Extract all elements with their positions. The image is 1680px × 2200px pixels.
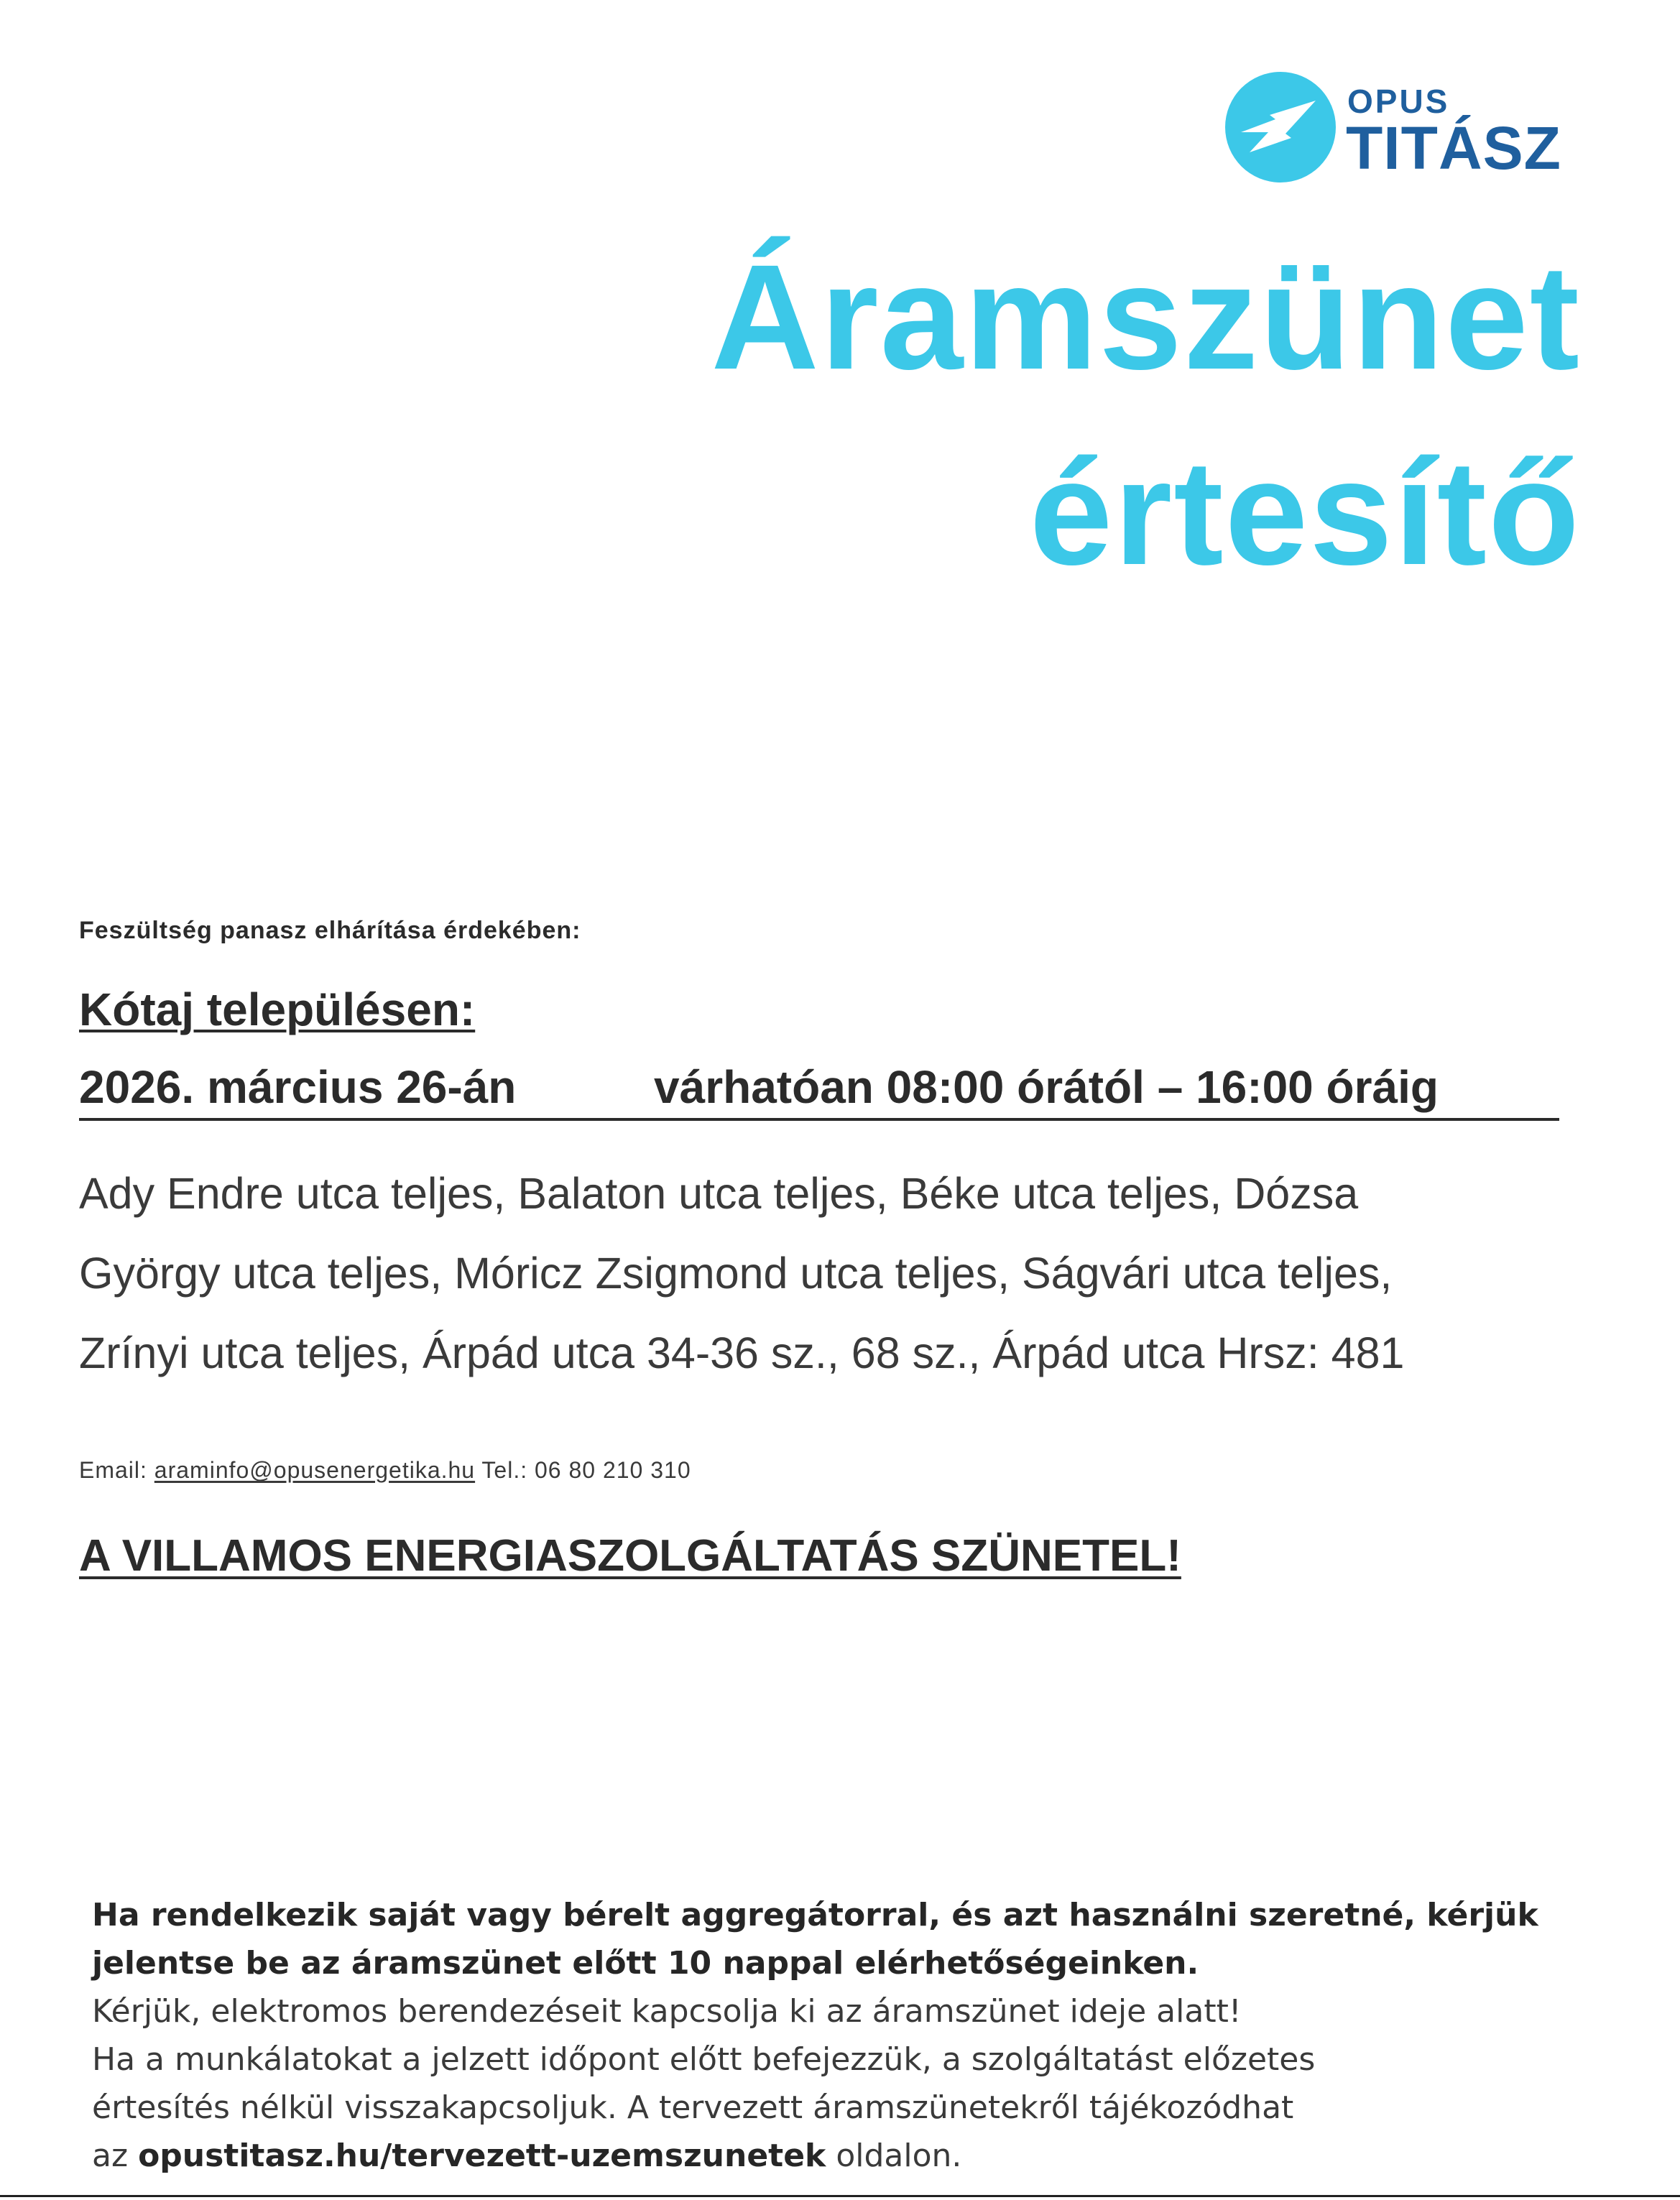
outage-date: 2026. március 26-án	[79, 1061, 517, 1113]
outage-time: várhatóan 08:00 órától – 16:00 óráig	[654, 1061, 1439, 1113]
email-label: Email:	[79, 1457, 147, 1483]
streets-line: Zrínyi utca teljes, Árpád utca 34-36 sz., 68 sz., Árpád utca Hrsz: 481	[79, 1328, 1405, 1377]
tel-label: Tel.:	[481, 1457, 528, 1483]
streets-line: György utca teljes, Móricz Zsigmond utca teljes, Ságvári utca teljes,	[79, 1249, 1393, 1298]
date-time-line	[79, 1060, 1559, 1114]
service-warning: A VILLAMOS ENERGIASZOLGÁLTATÁS SZÜNETEL!	[79, 1531, 1181, 1581]
logo-titasz-text: TITÁSZ	[1346, 114, 1561, 182]
reason-label: Feszültség panasz elhárítása érdekében:	[79, 917, 581, 944]
email-link[interactable]: araminfo@opusenergetika.hu	[154, 1457, 476, 1483]
contact-line	[79, 1457, 691, 1484]
footer-line: értesítés nélkül visszakapcsoljuk. A tervezett áramszünetekről tájékozódhat	[92, 2089, 1294, 2126]
page-title-line1: Áramszünet	[711, 234, 1581, 401]
opus-titasz-logo	[1225, 72, 1584, 187]
affected-streets	[79, 1154, 1610, 1393]
footer-notice	[92, 1891, 1601, 2180]
footer-line: Kérjük, elektromos berendezéseit kapcsolja ki az áramszünet ideje alatt!	[92, 1993, 1242, 2030]
lightning-icon	[1225, 72, 1336, 182]
bottom-divider	[0, 2195, 1680, 2197]
page-title-line2: értesítő	[1029, 430, 1581, 596]
footer-prefix: az	[92, 2137, 129, 2174]
footer-website-link[interactable]: opustitasz.hu/tervezett-uzemszunetek	[138, 2137, 826, 2174]
streets-line: Ady Endre utca teljes, Balaton utca teljes, Béke utca teljes, Dózsa	[79, 1169, 1359, 1218]
footer-line	[92, 2132, 1601, 2180]
footer-line: Ha a munkálatokat a jelzett időpont előtt befejezzük, a szolgáltatást előzetes	[92, 2041, 1316, 2078]
place-heading: Kótaj településen:	[79, 984, 476, 1035]
logo-opus-text: OPUS	[1347, 83, 1450, 120]
footer-bold-line: jelentse be az áramszünet előtt 10 nappal elérhetőségeinken.	[92, 1945, 1199, 1982]
footer-bold-line: Ha rendelkezik saját vagy bérelt aggregátorral, és azt használni szeretné, kérjük	[92, 1897, 1538, 1933]
tel-number: 06 80 210 310	[534, 1457, 691, 1483]
footer-suffix: oldalon.	[836, 2137, 962, 2174]
date-underline	[79, 1118, 1559, 1121]
